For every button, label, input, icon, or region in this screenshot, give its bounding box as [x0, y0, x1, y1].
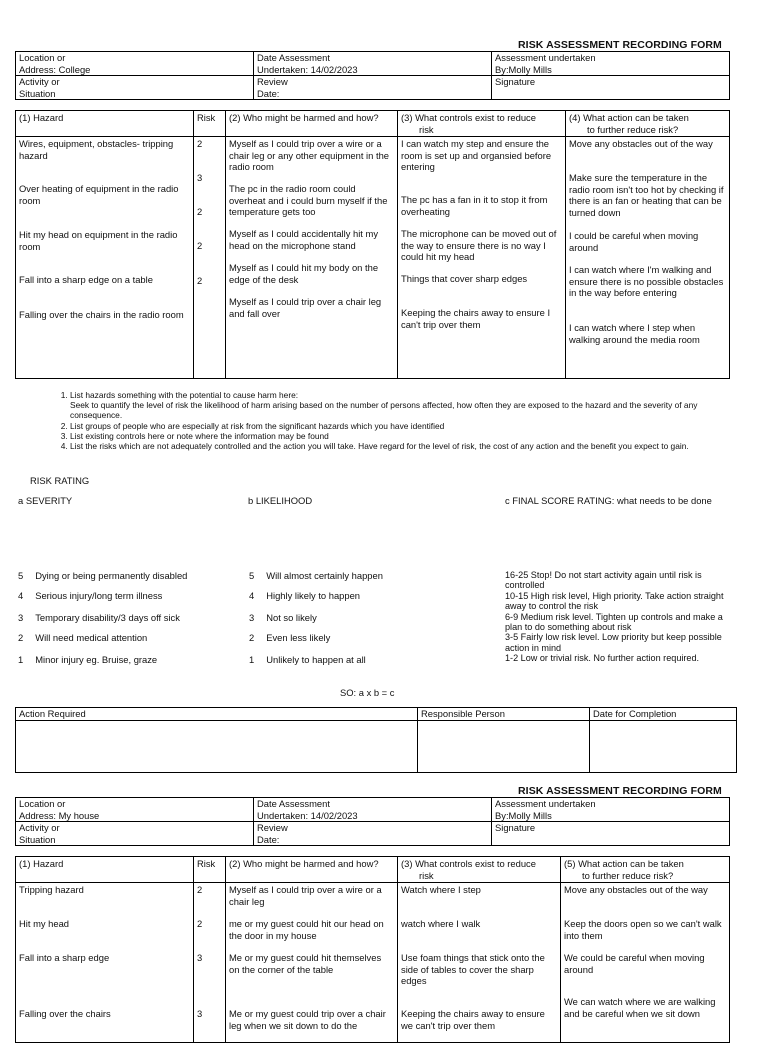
action-required-header: Action Required: [16, 708, 418, 721]
action-entry: I could be careful when moving around: [569, 230, 699, 253]
header-action-line2: to further reduce risk?: [587, 123, 679, 135]
hazard-entry: Fall into a sharp edge on a table: [19, 274, 153, 285]
likelihood-text: Highly likely to happen: [266, 590, 361, 601]
assessor-value: By:Molly Mills: [495, 63, 552, 75]
form-title: RISK ASSESSMENT RECORDING FORM: [518, 39, 722, 51]
header-action: [566, 111, 730, 137]
header-controls-line2: risk: [419, 123, 434, 135]
final-score-item: 10-15 High risk level, High priority. Take action straight away to control the risk: [505, 590, 724, 612]
info-table: [15, 51, 730, 100]
severity-text: Dying or being permanently disabled: [35, 570, 188, 581]
header-risk: Risk: [194, 857, 226, 883]
who-entry: Myself as I could trip over a chair leg and fall over: [229, 296, 382, 319]
header-action-line1: (5) What action can be taken: [564, 858, 684, 869]
likelihood-number: 2: [249, 632, 255, 643]
final-score-item: 3-5 Fairly low risk level. Low priority but keep possible action in mind: [505, 632, 722, 653]
review-date: Date:: [257, 833, 280, 845]
likelihood-number: 5: [249, 570, 255, 581]
header-action: [561, 857, 730, 883]
action-table: [15, 707, 737, 773]
responsible-cell[interactable]: [418, 720, 590, 772]
risk-value: 2: [197, 918, 203, 929]
info-table-2: [15, 797, 730, 846]
severity-item: [18, 612, 180, 623]
form-title-2: RISK ASSESSMENT RECORDING FORM: [518, 785, 722, 797]
review-label: Review: [257, 822, 288, 833]
who-entry: Myself as I could trip over a wire or a chair leg or any other equipment in the radio room: [229, 138, 389, 172]
address-value: Address: College: [19, 63, 91, 75]
who-entry: Myself as I could accidentally hit my head on the microphone stand: [229, 228, 379, 251]
header-risk: Risk: [194, 111, 226, 137]
who-column: [226, 137, 398, 379]
who-entry: Myself as I could hit my body on the edge of the desk: [229, 262, 379, 285]
action-entry: We could be careful when moving around: [564, 952, 705, 975]
activity-label: Activity or: [19, 822, 60, 833]
final-score-item: 1-2 Low or trivial risk. No further action required.: [505, 653, 700, 664]
action-column: [561, 883, 730, 1043]
note-subtext: Seek to quantify the level of risk the likelihood of harm arising based on the number of persons affected, how often they are exposed to the hazard and the severity of any consequence.: [70, 400, 698, 421]
header-controls-line1: (3) What controls exist to reduce: [401, 112, 536, 123]
risk-value: 2: [197, 884, 203, 895]
assessor-cell: [492, 52, 730, 76]
severity-text: Temporary disability/3 days off sick: [35, 612, 180, 623]
severity-number: 5: [18, 570, 24, 581]
header-controls: [398, 857, 561, 883]
header-controls: [398, 111, 566, 137]
likelihood-text: Unlikely to happen at all: [266, 654, 366, 665]
assessor-cell: [492, 798, 730, 822]
signature-cell: [492, 76, 730, 100]
action-entry: We can watch where we are walking and be careful when we sit down: [564, 996, 716, 1019]
action-entry: Move any obstacles out of the way: [569, 138, 713, 149]
controls-column: [398, 883, 561, 1043]
date-label: Date Assessment: [257, 798, 330, 809]
likelihood-text: Not so likely: [266, 612, 317, 623]
assessor-label: Assessment undertaken: [495, 52, 596, 63]
activity-cell: [16, 76, 254, 100]
action-required-cell[interactable]: [16, 720, 418, 772]
note-text: List hazards something with the potential to cause harm here:: [70, 390, 299, 400]
severity-number: 1: [18, 654, 24, 665]
review-label: Review: [257, 76, 288, 87]
likelihood-number: 3: [249, 612, 255, 623]
date-completion-cell[interactable]: [590, 720, 737, 772]
final-score-item: 6-9 Medium risk level. Tighten up controls and make a plan to do something about risk: [505, 611, 723, 633]
risk-rating-title: RISK RATING: [30, 475, 90, 486]
date-value: Undertaken: 14/02/2023: [257, 809, 358, 821]
risk-value: 3: [197, 172, 203, 183]
hazard-column: [16, 883, 194, 1043]
date-cell: [254, 52, 492, 76]
controls-entry: watch where I walk: [401, 918, 481, 929]
notes-list: [56, 390, 736, 451]
who-entry: me or my guest could hit our head on the door in my house: [229, 918, 384, 941]
hazard-table-2: [15, 856, 730, 1043]
final-score-title: c FINAL SCORE RATING: what needs to be done: [505, 495, 712, 506]
action-entry: Make sure the temperature in the radio room isn't too hot by checking if there is an fan or heating that can be turned down: [569, 172, 724, 218]
severity-item: [18, 632, 147, 643]
hazard-column: [16, 137, 194, 379]
controls-entry: The pc has a fan in it to stop it from overheating: [401, 194, 548, 217]
controls-entry: Keeping the chairs away to ensure we can't trip over them: [401, 1008, 545, 1031]
hazard-entry: Falling over the chairs: [19, 1008, 111, 1019]
note-item: [70, 390, 736, 421]
hazard-entry: Hit my head on equipment in the radio room: [19, 229, 178, 252]
hazard-entry: Falling over the chairs in the radio room: [19, 309, 184, 320]
likelihood-item: [249, 590, 360, 601]
likelihood-title: b LIKELIHOOD: [248, 495, 313, 506]
note-item: 3. List existing controls here or note where the information may be found: [70, 431, 736, 441]
likelihood-text: Will almost certainly happen: [266, 570, 383, 581]
hazard-table: [15, 110, 730, 379]
severity-item: [18, 590, 162, 601]
who-entry: Me or my guest could trip over a chair leg when we sit down to do the: [229, 1008, 386, 1031]
risk-value: 2: [197, 206, 203, 217]
severity-number: 2: [18, 632, 24, 643]
date-label: Date Assessment: [257, 52, 330, 63]
likelihood-item: [249, 612, 317, 623]
hazard-entry: Hit my head: [19, 918, 70, 929]
severity-item: [18, 570, 187, 581]
address-value: Address: My house: [19, 809, 100, 821]
header-action-line2: to further reduce risk?: [582, 869, 674, 881]
situation-label: Situation: [19, 833, 56, 845]
note-item: 4. List the risks which are not adequately controlled and the action you will take. Have regard for the level of risk, the cost of any action and the benefit you expect to gain.: [70, 441, 736, 451]
header-controls-line2: risk: [419, 869, 434, 881]
activity-cell: [16, 822, 254, 846]
signature-label: Signature: [495, 76, 536, 87]
likelihood-number: 1: [249, 654, 255, 665]
risk-column: [194, 137, 226, 379]
severity-item: [18, 654, 157, 665]
action-entry: I can watch where I step when walking around the media room: [569, 322, 700, 345]
controls-entry: Watch where I step: [401, 884, 481, 895]
likelihood-item: [249, 654, 366, 665]
controls-entry: The microphone can be moved out of the way to ensure there is no way I could hit my head: [401, 228, 557, 262]
header-who: (2) Who might be harmed and how?: [226, 857, 398, 883]
date-completion-header: Date for Completion: [590, 708, 737, 721]
action-entry: I can watch where I'm walking and ensure there is no possible obstacles in the way before entering: [569, 264, 724, 298]
assessor-label: Assessment undertaken: [495, 798, 596, 809]
signature-label: Signature: [495, 822, 536, 833]
header-controls-line1: (3) What controls exist to reduce: [401, 858, 536, 869]
risk-value: 3: [197, 952, 203, 963]
hazard-entry: Fall into a sharp edge: [19, 952, 110, 963]
header-hazard: (1) Hazard: [16, 857, 194, 883]
note-item: 2. List groups of people who are especially at risk from the significant hazards which you have identified: [70, 421, 736, 431]
final-score-list: [505, 570, 727, 664]
risk-value: 2: [197, 240, 203, 251]
assessor-value: By:Molly Mills: [495, 809, 552, 821]
controls-entry: Keeping the chairs away to ensure I can't trip over them: [401, 307, 551, 330]
likelihood-item: [249, 570, 383, 581]
risk-column: [194, 883, 226, 1043]
hazard-entry: Tripping hazard: [19, 884, 84, 895]
severity-text: Will need medical attention: [35, 632, 148, 643]
risk-value: 3: [197, 1008, 203, 1019]
controls-column: [398, 137, 566, 379]
severity-number: 4: [18, 590, 24, 601]
hazard-entry: Wires, equipment, obstacles- tripping hazard: [19, 138, 174, 161]
header-who: (2) Who might be harmed and how?: [226, 111, 398, 137]
controls-entry: Use foam things that stick onto the side of tables to cover the sharp edges: [401, 952, 545, 986]
likelihood-number: 4: [249, 590, 255, 601]
action-entry: Keep the doors open so we can't walk into them: [564, 918, 722, 941]
controls-entry: I can watch my step and ensure the room is set up and organsied before entering: [401, 138, 552, 172]
action-entry: Move any obstacles out of the way: [564, 884, 708, 895]
final-score-item: 16-25 Stop! Do not start activity again until risk is controlled: [505, 570, 702, 591]
review-date: Date:: [257, 87, 280, 99]
date-cell: [254, 798, 492, 822]
location-label: Location or: [19, 798, 66, 809]
header-action-line1: (4) What action can be taken: [569, 112, 689, 123]
header-hazard: (1) Hazard: [16, 111, 194, 137]
risk-value: 2: [197, 138, 203, 149]
location-cell: [16, 52, 254, 76]
signature-cell: [492, 822, 730, 846]
review-cell: [254, 76, 492, 100]
likelihood-text: Even less likely: [266, 632, 331, 643]
severity-title: a SEVERITY: [18, 495, 73, 506]
formula: SO: a x b = c: [340, 687, 395, 698]
likelihood-item: [249, 632, 330, 643]
situation-label: Situation: [19, 87, 56, 99]
review-cell: [254, 822, 492, 846]
who-column: [226, 883, 398, 1043]
who-entry: Myself as I could trip over a wire or a chair leg: [229, 884, 382, 907]
who-entry: The pc in the radio room could overheat and i could burn myself if the temperature gets too: [229, 183, 388, 217]
severity-number: 3: [18, 612, 24, 623]
who-entry: Me or my guest could hit themselves on the corner of the table: [229, 952, 382, 975]
responsible-header: Responsible Person: [418, 708, 590, 721]
risk-value: 2: [197, 275, 203, 286]
severity-text: Minor injury eg. Bruise, graze: [35, 654, 158, 665]
hazard-entry: Over heating of equipment in the radio room: [19, 183, 179, 206]
action-column: [566, 137, 730, 379]
location-cell: [16, 798, 254, 822]
controls-entry: Things that cover sharp edges: [401, 273, 528, 284]
severity-text: Serious injury/long term illness: [35, 590, 163, 601]
activity-label: Activity or: [19, 76, 60, 87]
location-label: Location or: [19, 52, 66, 63]
date-value: Undertaken: 14/02/2023: [257, 63, 358, 75]
